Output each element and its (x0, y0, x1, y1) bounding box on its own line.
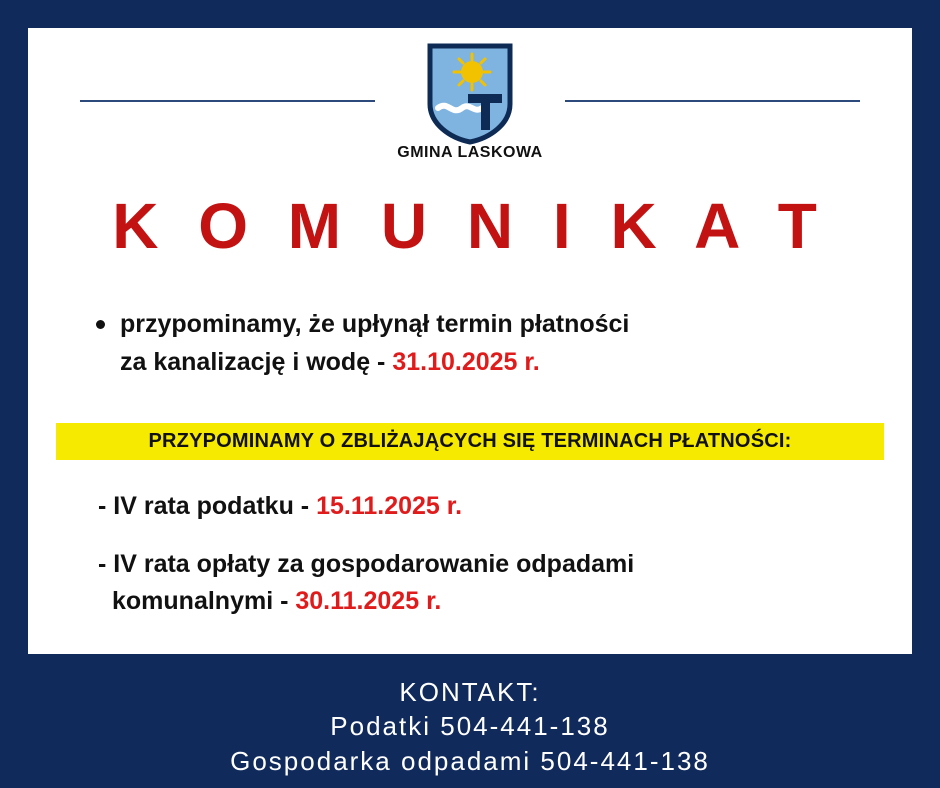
deadline-2-date: 30.11.2025 r. (295, 586, 442, 615)
divider-left (80, 100, 375, 102)
divider-right (565, 100, 860, 102)
page-title: K O M U N I K A T (112, 190, 828, 262)
list-item (98, 546, 888, 619)
crest-label: GMINA LASKOWA (397, 144, 543, 161)
notice-line-2-date: 31.10.2025 r. (392, 347, 540, 376)
notice-block (90, 306, 880, 381)
deadline-2-second-line: komunalnymi - (112, 586, 296, 615)
deadline-2-text: - IV rata opłaty za gospodarowanie odpadami (98, 550, 635, 579)
announcement-card (28, 28, 912, 654)
contact-heading: KONTAKT: (399, 677, 541, 708)
notice-bullet (90, 306, 880, 381)
header-crest-area (28, 28, 912, 168)
coat-of-arms-shield-icon (426, 42, 514, 146)
deadlines-list (98, 488, 888, 619)
highlight-bar: PRZYPOMINAMY O ZBLIŻAJĄCYCH SIĘ TERMINACH PŁATNOŚCI: (56, 423, 884, 460)
deadline-1-date: 15.11.2025 r. (316, 492, 463, 520)
contact-tax-line: Podatki 504-441-138 (330, 711, 610, 742)
notice-line-2-prefix: za kanalizację i wodę - (120, 347, 393, 376)
notice-line-1: przypominamy, że upłynął termin płatności (120, 310, 630, 338)
contact-footer (0, 675, 940, 778)
contact-waste-line: Gospodarka odpadami 504-441-138 (230, 745, 710, 776)
list-item (98, 488, 888, 524)
deadline-1-text: - IV rata podatku - (98, 492, 317, 520)
